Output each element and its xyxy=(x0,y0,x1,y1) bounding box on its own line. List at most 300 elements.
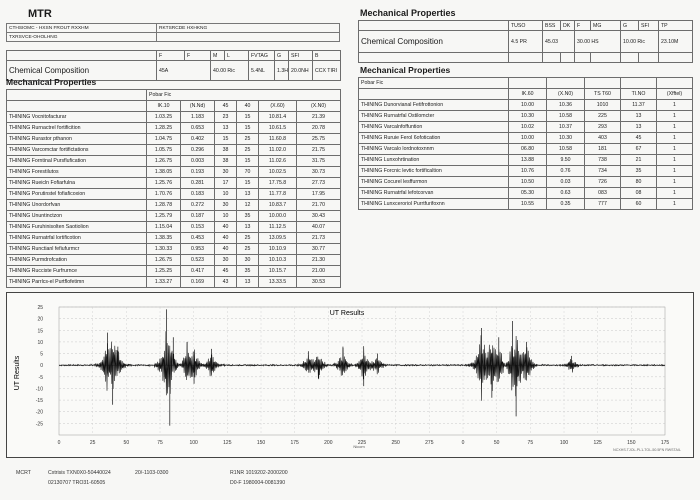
chem-spacer-cell xyxy=(509,53,543,63)
mech-cell: 43 xyxy=(215,277,237,288)
mech-cell: 0.281 xyxy=(181,178,215,189)
x-tick-label: 150 xyxy=(627,440,636,446)
x-tick-label: 100 xyxy=(189,440,198,446)
chem-value-row xyxy=(359,31,693,53)
x-tick-label: 125 xyxy=(593,440,602,446)
left-mech-table xyxy=(6,89,341,288)
mech-cell: 225 xyxy=(585,111,621,122)
mech-row-label: THINING Dunorvianal Fetifrottonion xyxy=(359,100,509,111)
mech-cell: 10.00 xyxy=(509,100,547,111)
mech-cell: 0.653 xyxy=(181,123,215,134)
mech-cell: 21.70 xyxy=(297,200,341,211)
left-mech-title: Mechanical Properties xyxy=(6,77,97,87)
mech-column-header: (X.60) xyxy=(259,101,297,112)
mech-group-header-row xyxy=(7,90,341,101)
mech-row xyxy=(7,156,341,167)
mech-cell: 1 xyxy=(657,122,693,133)
mech-cell: 60 xyxy=(621,199,657,210)
chem-label: Chemical Composition xyxy=(7,61,157,81)
header-info-cell: TXRSVCE-OHOLHNG xyxy=(7,33,157,42)
mech-cell: 0.187 xyxy=(181,211,215,222)
mech-cell: 1 xyxy=(657,111,693,122)
mech-cell: 0.76 xyxy=(547,166,585,177)
chem-header-cell: SFI xyxy=(289,51,313,61)
chem-value: 45A xyxy=(157,61,211,81)
mech-cell: 38 xyxy=(215,145,237,156)
x-tick-label: 50 xyxy=(123,440,130,446)
mech-cell: 05.30 xyxy=(509,188,547,199)
chem-value: 4.5 PR xyxy=(509,31,543,53)
mech-row-label: THINING Rucciste Furfrurnce xyxy=(7,266,147,277)
y-tick-label: 5 xyxy=(40,351,43,358)
mech-column-header: (X.N0) xyxy=(297,101,341,112)
mech-cell: 1010 xyxy=(585,100,621,111)
ut-signal-line xyxy=(59,331,665,401)
mech-row-label: THINING Rueicln Fofiarfulna xyxy=(7,178,147,189)
mech-row-label: THINING Ruruie Ferol 6ofotication xyxy=(359,133,509,144)
mech-row-label: THINING Varcomctar fortifictations xyxy=(7,145,147,156)
mech-column-header: TI.NO xyxy=(621,89,657,100)
chem-header-cell: F xyxy=(157,51,185,61)
footer-line: 02130707 TRO31-60505 xyxy=(48,480,106,486)
mech-cell: 10.02.5 xyxy=(259,167,297,178)
mech-row xyxy=(7,266,341,277)
x-tick-label: 75 xyxy=(157,440,163,446)
x-tick-label: 200 xyxy=(324,440,333,446)
mech-row-label: THINING Vocnitofacturar xyxy=(7,112,147,123)
y-tick-label: 0 xyxy=(40,363,43,370)
mech-cell: 17.95 xyxy=(297,189,341,200)
footer-line: 20/-1103-0300 xyxy=(135,470,169,476)
header-info-table xyxy=(6,23,340,42)
mech-group-cell xyxy=(509,78,547,89)
x-tick-label: 150 xyxy=(256,440,266,446)
mech-cell: 0.63 xyxy=(547,188,585,199)
mech-cell: 13 xyxy=(237,222,259,233)
y-tick-label: -10 xyxy=(35,386,43,393)
mech-row-label: THINING Unordorfvan xyxy=(7,200,147,211)
x-tick-label: 250 xyxy=(391,440,400,446)
mech-cell: 293 xyxy=(585,122,621,133)
mech-cell: 25.75 xyxy=(297,134,341,145)
mech-row-label: THINING Varcalnfoffuntion xyxy=(359,122,509,133)
mech-cell: 1.26.75 xyxy=(147,255,181,266)
mech-cell: 15 xyxy=(237,178,259,189)
footer-line: R1NR 1019202-2000200 xyxy=(230,470,288,476)
mech-cell: 35 xyxy=(621,166,657,177)
chem-header-cell: F xyxy=(575,21,591,31)
mech-cell: 1.70.76 xyxy=(147,189,181,200)
mech-cell: 1.28.25 xyxy=(147,123,181,134)
chem-spacer-cell xyxy=(575,53,591,63)
mech-cell: 0.35 xyxy=(547,199,585,210)
mech-cell: 0.296 xyxy=(181,145,215,156)
mech-cell: 11.60.8 xyxy=(259,134,297,145)
mech-cell: 1.05.75 xyxy=(147,145,181,156)
mech-row-label: THINING Furuhinisolten Saotiolion xyxy=(7,222,147,233)
y-tick-label: 10 xyxy=(37,339,43,346)
mech-row xyxy=(7,123,341,134)
chem-spacer-row xyxy=(359,53,693,63)
mech-cell: 10.61.5 xyxy=(259,123,297,134)
mech-cell: 12 xyxy=(237,200,259,211)
mech-row xyxy=(7,244,341,255)
right-mech-table xyxy=(358,77,693,210)
mech-cell: 21.00 xyxy=(297,266,341,277)
mech-cell: 1.03.25 xyxy=(147,112,181,123)
y-axis-label: UT Results xyxy=(14,355,21,391)
chem-header-cell: F xyxy=(185,51,211,61)
mech-cell: 11.02.6 xyxy=(259,156,297,167)
y-tick-label: 20 xyxy=(37,316,43,323)
x-tick-label: 0 xyxy=(461,440,465,446)
mech-row xyxy=(359,133,693,144)
mech-group-cell xyxy=(7,90,147,101)
mech-cell: 0.03 xyxy=(547,177,585,188)
mech-row-label: THINING Varcalo lordnotoxnnm xyxy=(359,144,509,155)
mech-column-header-row xyxy=(7,101,341,112)
mech-cell: 10.58 xyxy=(547,111,585,122)
chem-spacer-cell xyxy=(639,53,659,63)
mech-cell: 30.77 xyxy=(297,244,341,255)
mech-cell: 10.00 xyxy=(509,133,547,144)
mech-column-header: 45 xyxy=(215,101,237,112)
mech-cell: 30.53 xyxy=(297,277,341,288)
mech-cell: 0.453 xyxy=(181,233,215,244)
mech-cell: 13.33.5 xyxy=(259,277,297,288)
mech-cell: 0.003 xyxy=(181,156,215,167)
chem-header-cell: TUSO xyxy=(509,21,543,31)
chem-header-row xyxy=(7,51,341,61)
mech-cell: 67 xyxy=(621,144,657,155)
mech-cell: 1.04.75 xyxy=(147,134,181,145)
header-info-row xyxy=(7,33,340,42)
mech-cell: 30 xyxy=(215,200,237,211)
mech-cell: 1.33.27 xyxy=(147,277,181,288)
mech-cell: 10.00.0 xyxy=(259,211,297,222)
chem-header-cell: SFI xyxy=(639,21,659,31)
mech-cell: 0.953 xyxy=(181,244,215,255)
chem-header-cell: L xyxy=(225,51,249,61)
chem-header-cell: DK xyxy=(561,21,575,31)
mech-group-cell xyxy=(585,78,621,89)
mech-cell: 30.43 xyxy=(297,211,341,222)
mech-row xyxy=(7,200,341,211)
y-tick-label: 25 xyxy=(37,305,43,311)
mech-cell: 10 xyxy=(215,211,237,222)
mech-cell: 0.153 xyxy=(181,222,215,233)
mech-column-header xyxy=(359,89,509,100)
chem-value: CCX TIRI xyxy=(313,61,341,81)
chem-label: Chemical Composition xyxy=(359,31,509,53)
mech-cell: 1 xyxy=(657,133,693,144)
mech-cell: 30.73 xyxy=(297,167,341,178)
mech-cell: 13.88 xyxy=(509,155,547,166)
chem-header-cell: TP xyxy=(659,21,693,31)
x-tick-label: 275 xyxy=(425,440,434,446)
mech-group-cell xyxy=(657,78,693,89)
mech-row xyxy=(359,166,693,177)
chem-header-cell xyxy=(359,21,509,31)
mech-cell: 0.169 xyxy=(181,277,215,288)
chem-spacer-cell xyxy=(543,53,561,63)
x-tick-label: 175 xyxy=(290,440,299,446)
mech-cell: 083 xyxy=(585,188,621,199)
y-tick-label: -5 xyxy=(38,374,43,381)
mech-cell: 13 xyxy=(621,111,657,122)
chem-header-cell: B xyxy=(313,51,341,61)
mech-cell: 13 xyxy=(215,123,237,134)
x-tick-label: 25 xyxy=(89,440,96,446)
mech-cell: 9.50 xyxy=(547,155,585,166)
mech-cell: 25 xyxy=(237,134,259,145)
mech-row-label: THINING Purmdrofcation xyxy=(7,255,147,266)
mech-cell: 21.39 xyxy=(297,112,341,123)
mech-column-header-row xyxy=(359,89,693,100)
mech-column-header: (Xfftel) xyxy=(657,89,693,100)
ut-results-chart-panel xyxy=(6,292,694,458)
mech-row-label: THINING Rurnatrfal Ostilomcter xyxy=(359,111,509,122)
mech-column-header: (X.N0) xyxy=(547,89,585,100)
mech-cell: 181 xyxy=(585,144,621,155)
chart-legend-note: NCXHS.TJOL-PL1-TOL-50.5FN RWSTAIL xyxy=(613,448,681,452)
chem-value: 30.00 HS xyxy=(575,31,621,53)
mech-cell: 10.58 xyxy=(547,144,585,155)
mech-cell: 1.25.79 xyxy=(147,211,181,222)
chem-header-cell xyxy=(7,51,157,61)
mech-column-header: IK.10 xyxy=(147,101,181,112)
x-tick-label: 100 xyxy=(559,440,569,446)
mech-cell: 25 xyxy=(237,145,259,156)
chart-title: UT Results xyxy=(329,310,365,317)
mech-cell: 0.272 xyxy=(181,200,215,211)
mech-column-header: TS T60 xyxy=(585,89,621,100)
mech-cell: 10.81.4 xyxy=(259,112,297,123)
mech-cell: 15 xyxy=(215,134,237,145)
mech-cell: 10.37 xyxy=(547,122,585,133)
mech-cell: 10.76 xyxy=(509,166,547,177)
mech-row-label: THINING Rurnatrfal lortificotion xyxy=(7,233,147,244)
mech-cell: 40 xyxy=(215,233,237,244)
x-tick-label: 0 xyxy=(57,440,61,446)
mech-cell: 1 xyxy=(657,100,693,111)
mech-cell: 1.25.76 xyxy=(147,178,181,189)
mech-cell: 1 xyxy=(657,188,693,199)
footer-label: MCRT xyxy=(16,470,31,476)
y-tick-label: -15 xyxy=(35,398,43,405)
mech-cell: 1 xyxy=(657,166,693,177)
mech-cell: 1.15.04 xyxy=(147,222,181,233)
mech-row xyxy=(7,277,341,288)
mech-row xyxy=(7,145,341,156)
x-tick-label: 225 xyxy=(357,440,367,446)
mech-cell: 734 xyxy=(585,166,621,177)
mech-row xyxy=(7,211,341,222)
mech-cell: 10.30 xyxy=(509,111,547,122)
mech-cell: 45 xyxy=(215,266,237,277)
y-tick-label: -20 xyxy=(35,409,43,416)
mech-row-label: THINING Porutinstel fofiaficoxion xyxy=(7,189,147,200)
mech-row-label: THINING Parrlcs-el Purtflofetimn xyxy=(7,277,147,288)
mech-row xyxy=(7,134,341,145)
header-info-cell: RKTSRCDE HXHKNG xyxy=(157,24,340,33)
y-tick-label: 15 xyxy=(37,328,43,335)
mech-row-label: THINING Lunxceroriol Purrtfurifoxnn xyxy=(359,199,509,210)
mech-cell: 777 xyxy=(585,199,621,210)
x-tick-label: 175 xyxy=(660,440,670,446)
mech-cell: 738 xyxy=(585,155,621,166)
mech-cell: 1 xyxy=(657,155,693,166)
mech-cell: 15 xyxy=(237,123,259,134)
mech-row xyxy=(359,111,693,122)
x-tick-label: 75 xyxy=(527,440,534,446)
chem-value: 45.03 xyxy=(543,31,575,53)
chem-value: 23.10M xyxy=(659,31,693,53)
mech-row xyxy=(7,167,341,178)
mech-row xyxy=(359,199,693,210)
mech-column-header: IK.60 xyxy=(509,89,547,100)
mech-row xyxy=(7,112,341,123)
mech-group-cell xyxy=(547,78,585,89)
mech-cell: 13 xyxy=(621,122,657,133)
mech-cell: 1.38.35 xyxy=(147,233,181,244)
mech-cell: 0.402 xyxy=(181,134,215,145)
mech-cell: 10.50 xyxy=(509,177,547,188)
mech-row-label: THINING Rurastor pthanon xyxy=(7,134,147,145)
mech-row-label: THINING Forestilutos xyxy=(7,167,147,178)
mech-group-header: Pobar Fic xyxy=(359,78,509,89)
mech-cell: 40 xyxy=(215,222,237,233)
mech-row xyxy=(7,222,341,233)
mech-cell: 1 xyxy=(657,144,693,155)
mech-cell: 21.30 xyxy=(297,255,341,266)
mech-cell: 11.12.5 xyxy=(259,222,297,233)
chem-value: 10.00 Ric xyxy=(621,31,659,53)
mech-cell: 10.10.9 xyxy=(259,244,297,255)
mech-cell: 15 xyxy=(237,112,259,123)
mech-cell: 15 xyxy=(237,156,259,167)
mech-row-label: THINING Rurnactrel fortificition xyxy=(7,123,147,134)
mech-cell: 10.02 xyxy=(509,122,547,133)
mech-cell: 1.30.33 xyxy=(147,244,181,255)
chem-header-cell: G xyxy=(275,51,289,61)
mech-column-header xyxy=(7,101,147,112)
chem-header-cell: MG xyxy=(591,21,621,31)
mech-column-header: (N.Nd) xyxy=(181,101,215,112)
mech-cell: 10.83.7 xyxy=(259,200,297,211)
right-top-title: Mechanical Properties xyxy=(360,8,456,18)
mech-cell: 17 xyxy=(215,178,237,189)
x-axis-label: Nicom xyxy=(353,444,365,449)
mech-cell: 1.26.75 xyxy=(147,156,181,167)
chem-header-row xyxy=(359,21,693,31)
right-chemical-table xyxy=(358,20,693,63)
mech-cell: 1.38.05 xyxy=(147,167,181,178)
header-info-cell xyxy=(157,33,340,42)
mech-row xyxy=(359,122,693,133)
mech-row xyxy=(7,233,341,244)
mech-cell: 10.36 xyxy=(547,100,585,111)
chem-spacer-cell xyxy=(359,53,509,63)
mech-cell: 10.10.3 xyxy=(259,255,297,266)
mech-cell: 30 xyxy=(237,255,259,266)
mech-column-header: 40 xyxy=(237,101,259,112)
mech-cell: 1.25.25 xyxy=(147,266,181,277)
chem-header-cell: BSS xyxy=(543,21,561,31)
mech-cell: 0.417 xyxy=(181,266,215,277)
mech-cell: 45 xyxy=(621,133,657,144)
mech-cell: 20.78 xyxy=(297,123,341,134)
mech-cell: 13.09.5 xyxy=(259,233,297,244)
chem-header-cell: FVTAG xyxy=(249,51,275,61)
mech-row xyxy=(7,178,341,189)
mech-cell: 726 xyxy=(585,177,621,188)
mech-cell: 11.02.0 xyxy=(259,145,297,156)
mech-cell: 17.75.8 xyxy=(259,178,297,189)
mech-cell: 0.523 xyxy=(181,255,215,266)
mech-cell: 1.183 xyxy=(181,112,215,123)
mech-cell: 21.73 xyxy=(297,233,341,244)
mech-cell: 13 xyxy=(237,277,259,288)
mech-cell: 25 xyxy=(237,244,259,255)
mech-row xyxy=(359,155,693,166)
right-mech-title: Mechanical Properties xyxy=(360,65,451,75)
mech-cell: 23 xyxy=(215,112,237,123)
mech-row xyxy=(359,100,693,111)
y-tick-label: -25 xyxy=(35,421,43,428)
mech-group-header: Pobar Fic xyxy=(147,90,341,101)
chart-ticks xyxy=(36,305,670,446)
chem-value: 1.3H xyxy=(275,61,289,81)
chem-value: 40.00 Ric xyxy=(211,61,249,81)
mech-cell: 40.07 xyxy=(297,222,341,233)
mech-cell: 10 xyxy=(215,189,237,200)
mech-cell: 21 xyxy=(621,155,657,166)
mech-cell: 25 xyxy=(237,233,259,244)
mech-cell: 35 xyxy=(237,211,259,222)
mech-cell: 11.37 xyxy=(621,100,657,111)
mech-cell: 10.55 xyxy=(509,199,547,210)
x-tick-label: 50 xyxy=(493,440,500,446)
mech-row xyxy=(7,189,341,200)
mech-cell: 27.73 xyxy=(297,178,341,189)
mech-cell: 21.75 xyxy=(297,145,341,156)
ut-results-chart xyxy=(7,293,695,459)
mech-cell: 30 xyxy=(215,255,237,266)
header-info-row xyxy=(7,24,340,33)
mech-cell: 08 xyxy=(621,188,657,199)
mech-cell: 10.30 xyxy=(547,133,585,144)
mech-cell: 10.15.7 xyxy=(259,266,297,277)
mech-group-header-row xyxy=(359,78,693,89)
mech-row xyxy=(359,188,693,199)
mech-cell: 38 xyxy=(215,156,237,167)
mech-row xyxy=(359,177,693,188)
mech-row-label: THINING Lunxohrtination xyxy=(359,155,509,166)
mech-row-label: THINING Rurnatrfal lefotcorvan xyxy=(359,188,509,199)
mech-row-label: THINING Ununtinctzon xyxy=(7,211,147,222)
mech-row-label: THINING Runctianl fefiufurmcr xyxy=(7,244,147,255)
chem-spacer-cell xyxy=(591,53,621,63)
mech-cell: 403 xyxy=(585,133,621,144)
chem-spacer-cell xyxy=(659,53,693,63)
mech-cell: 1.28.78 xyxy=(147,200,181,211)
mech-cell: 06.80 xyxy=(509,144,547,155)
mech-cell: 11.77.8 xyxy=(259,189,297,200)
mech-cell: 80 xyxy=(621,177,657,188)
mech-cell: 31.75 xyxy=(297,156,341,167)
chem-header-cell: G xyxy=(621,21,639,31)
